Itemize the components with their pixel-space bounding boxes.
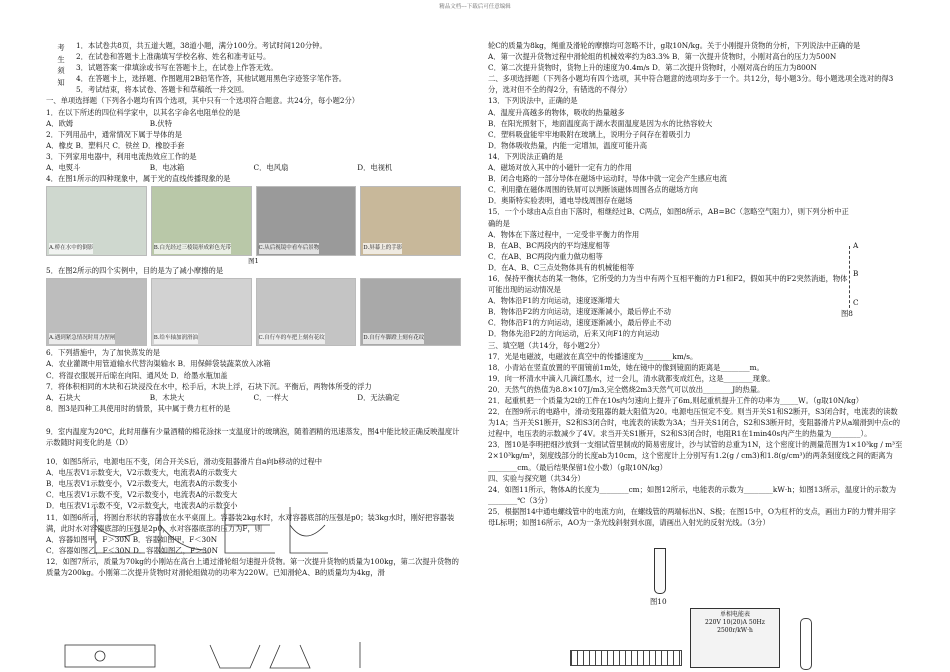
exam-notice	[46, 40, 461, 95]
notice-label: 考 生 须 知	[57, 43, 65, 87]
notice-items	[76, 40, 461, 95]
notice-item: 5．考试结束，将本试卷、答题卡和草稿纸一并交回。	[76, 85, 249, 95]
question-18: 18．小青站在竖直放置的平面镜前1m处，她在镜中的像到镜面的距离是________m。	[488, 362, 764, 372]
q13-option: C．塑料吸盘能牢牢地吸附在玻璃上，说明分子间存在着吸引力	[488, 129, 691, 139]
temperature-graphs	[90, 505, 330, 557]
question-24: 24．如图11所示，物体A的长度为________cm；如图12所示，电能表的示数为________kW·h；如图13所示，温度计的示数为________℃（3分）	[488, 484, 897, 505]
notice-item: 3．试题答案一律填涂或书写在答题卡上，在试卷上作答无效。	[76, 63, 278, 73]
question-20: 20．天然气的热值为8.8×107J/m3,完全燃烧2m3天然气可以放出________J的热量。	[488, 384, 765, 394]
photo-mirror: C.从后视镜中看车后景物	[256, 186, 357, 256]
q10-option: C．电压表V1示数不变，V2示数变小，电流表A的示数变大	[46, 490, 238, 500]
ruler-figure	[570, 650, 682, 666]
question-4: 4．在图1所示的四种现象中，属于光的直线传播现象的是	[46, 174, 231, 184]
question-1: 1．在以下所述的四位科学家中，以其名字命名电阻单位的是	[46, 107, 241, 117]
question-14: 14．下列说法正确的是	[488, 151, 563, 161]
q16-option: B．物体沿F2的方向运动，速度逐渐减小，最后停止不动	[488, 307, 671, 317]
figure-8: A B C 图8	[841, 241, 859, 318]
q12-option: C．第二次提升货物时，货物上升的速度为0.4m/s D．第二次提升货物时，小刚对高台的压力为800N	[488, 63, 817, 73]
photo-pedal: D.自行车脚蹬上刻有花纹	[360, 278, 461, 346]
q11-option: C．容器如图乙，F＜30N D．容器如图乙，F＞30N	[46, 545, 218, 555]
q15-option: A．物体在下落过程中，一定受非平衡力的作用	[488, 229, 640, 239]
question-6: 6．下列措施中，为了加快蒸发的是	[46, 348, 161, 358]
circuit-figure	[60, 640, 390, 670]
question-11: 11．如图6所示，将圆台形状的容器放在水平桌面上。容器装2kg水时，水对容器底部的压强是p0；装3kg水时，刚好把容器装满，此时水对容器底部的压强是2p0，水对容器底部的压力为F，则	[46, 512, 455, 533]
photo-bridge: A.桥在水中的倒影	[46, 186, 147, 256]
notice-item: 4．在答题卡上，选择题、作图题用2B铅笔作答，其他试题用黑色字迹签字笔作答。	[76, 74, 347, 84]
question-12: 12．如图7所示，质量为70kg的小刚站在高台上通过滑轮组匀速提升货物。第一次提升货物的质量为100kg，第二次提升货物的质量为200kg。小刚第二次提升货物时对滑轮组做功的功率为220W。已知滑轮A、B的质量均为4kg，滑	[46, 556, 459, 577]
q6-options: A．农业灌溉中用管道输水代替沟渠输水 B．用保鲜袋装蔬菜放入冰箱	[46, 359, 271, 369]
question-23: 23．图10是李明把细沙放到一支细试管里制成的简易密度计，沙与试管的总重为1N，这个密度计的测量范围为1×10³kg / m³至2×10³kg/m³，刻度线部分的长度ab为10cm，这个密度计上分别写有1.2(g / cm3)和1.8(g/cm³)的两条刻度线之间的距离为________cm。（最后结果保留1位小数）（g取10N/kg）	[488, 440, 903, 472]
notice-item: 1．本试卷共8页，共五道大题，38道小题，满分100分。考试时间120分钟。	[76, 41, 327, 50]
photo-handlebar: C.自行车的车把上刻有花纹	[256, 278, 357, 346]
figure-10: 图10	[640, 548, 680, 608]
q2-options: A．橡皮 B．塑料尺 C．铁丝 D．橡胶手套	[46, 140, 185, 150]
q16-option: C．物体沿F1的方向运动，速度逐渐减小，最后停止不动	[488, 318, 672, 328]
q13-option: D．物体吸收热量，内能一定增加，温度可能升高	[488, 140, 648, 150]
question-7: 7．将体积相同的木块和石块浸没在水中，松手后，木块上浮，石块下沉。平衡后，两物体所受的浮力	[46, 381, 372, 391]
thermometer-figure	[800, 618, 812, 670]
q11-option: A．容器如图甲，F＞30N B．容器如图甲，F＜30N	[46, 534, 218, 544]
q10-option: D．电压表V1示数不变，V2示数变大，电流表A的示数变小	[46, 501, 238, 511]
question-8: 8．图3是四种工具使用时的情景，其中属于费力杠杆的是	[46, 403, 231, 413]
question-3: 3．下列家用电器中，利用电流热效应工作的是	[46, 151, 197, 161]
document-header: 精品文档---下载后可任意编辑	[439, 4, 511, 10]
question-10: 10．如图5所示，电源电压不变，闭合开关S后，滑动变阻器滑片自a向b移动的过程中	[46, 457, 323, 467]
figure-caption: 图1	[248, 257, 259, 266]
right-column	[488, 40, 903, 528]
q1-options: A．欧姆 B.伏特	[46, 118, 173, 128]
q10-option: B．电压表V1示数变小，V2示数变大，电流表A的示数变小	[46, 479, 237, 489]
section-title: 一、单项选择题（下列各小题均有四个选项，其中只有一个选项符合题意。共24分，每小题2分）	[46, 96, 360, 106]
q15-option: B．在AB、BC两段内的平均速度相等	[488, 240, 610, 250]
question-17: 17．光是电磁波，电磁波在真空中的传播速度为________km/s。	[488, 351, 698, 361]
question-22: 22．在图9所示的电路中，滑动变阻器的最大阻值为20。电源电压恒定不变。则当开关S1和S2断开，S3闭合时，电流表的读数为1A；当开关S1断开，S2和S3闭合时，电流表的读数为3A；当开关S1闭合，S2和S3断开时，变阻器滑片P从a端滑到中点c的过程中，电压表的示数减少了4V。求当开关S1断开，S2和S3闭合时，电阻R1在1min40s内产生的热量为________）。	[488, 407, 901, 439]
question-16: 16．保持平衡状态的某一物体，它所受的力为当中有两个互相平衡的力F1和F2，假如其中的F2突然消逝，物体可能出现的运动情况是	[488, 273, 848, 295]
question-9: 9．室内温度为20℃，此时用蘸有少量酒精的棉花涂抹一支温度计的玻璃泡，随着酒精的迅速蒸发，图4中能比较正确反映温度计示数随时间变化的是（D）	[46, 426, 460, 447]
question-19: 19．向一杯清水中滴入几滴红墨水，过一会儿，清水就都变成红色，这是________现象。	[488, 373, 775, 383]
q13-option: B．在阳光照射下，地面温度高于湖水表面温度是因为水的比热容较大	[488, 118, 713, 128]
q14-option: C．利用撒在磁体周围的铁屑可以判断该磁体周围各点的磁场方向	[488, 185, 698, 195]
q3-options: A．电熨斗 B．电冰箱 C．电风扇 D．电视机	[46, 163, 393, 173]
question-15: 15．一个小球由A点自由下落时，相继经过B、C两点，如图8所示，AB=BC（忽略空气阻力），则下列分析中正确的是	[488, 207, 849, 228]
q12-continued: 轮C的质量为8kg，绳重及滑轮的摩擦均可忽略不计，g取10N/kg。关于小刚提升货物的分析，下列说法中正确的是	[488, 41, 861, 50]
question-21: 21．起重机把一个质量为2t的工件在10s内匀速向上提升了6m,则起重机提升工件的功率为_____W。（g取10N/kg）	[488, 396, 864, 405]
photo-wheel: B.给车轴加润滑油	[151, 278, 252, 346]
q16-option: D．物体先沿F2的方向运动，后来又向F1的方向运动	[488, 329, 660, 339]
q14-option: A．磁场对放入其中的小磁针一定有力的作用	[488, 163, 632, 173]
q12-option: A．第一次提升货物过程中滑轮组的机械效率约为83.3% B．第一次提升货物时，小刚对高台的压力为500N	[488, 52, 837, 62]
section-title: 四、实验与探究题（共34分）	[488, 473, 585, 483]
question-2: 2．下列用品中，通常情况下属于导体的是	[46, 129, 182, 139]
photo-shadow: D.屏幕上的手影	[360, 186, 461, 256]
q13-option: A．温度升高越多的物体，吸收的热量越多	[488, 107, 625, 117]
figure-1	[46, 186, 461, 256]
figure-2	[46, 278, 461, 346]
left-column	[46, 40, 461, 578]
q10-option: A．电压表V1示数变大，V2示数变大，电流表A的示数变大	[46, 468, 237, 478]
section-title: 二、多项选择题（下列各小题均有四个选项，其中符合题意的选项均多于一个。共12分，每小题3分。每小题选项全选对的得3分，选对但不全的得2分，有错选的不得分）	[488, 74, 894, 95]
energy-meter: 单相电能表 220V 10(20)A 50Hz 2500r/kW·h	[690, 608, 780, 668]
question-5: 5．在图2所示的四个实例中，目的是为了减小摩擦的是	[46, 266, 224, 276]
question-13: 13．下列说法中，正确的是	[488, 96, 578, 106]
question-25: 25．根据图14中通电螺线管中的电流方向，在螺线管的两端标出N、S极；在图15中，O为杠杆的支点，画出力F的力臂并用字母L标明；如图16所示，AO为一条光线斜射到水面，请画出入射光的反射光线。（3分）	[488, 506, 896, 528]
q15-option: C．在AB、BC两段内重力做功相等	[488, 251, 603, 261]
q6-options: C．将湿衣服展开后晾在向阳、通风处 D．给墨水瓶加盖	[46, 370, 228, 380]
photo-prism: B.白光经过三棱镜形成彩色光带	[151, 186, 252, 256]
q16-option: A．物体沿F1的方向运动，速度逐渐增大	[488, 296, 620, 306]
notice-item: 2．在试卷和答题卡上准确填写学校名称、姓名和准考证号。	[76, 52, 271, 62]
q14-option: D．奥斯特实验表明，通电导线周围存在磁场	[488, 196, 633, 206]
q15-option: D．在A、B、C三点处物体具有的机械能相等	[488, 262, 635, 272]
q7-options: A．石块大 B．木块大 C．一样大 D．无法确定	[46, 392, 400, 402]
q14-option: B．闭合电路的一部分导体在磁场中运动时，导体中就一定会产生感应电流	[488, 174, 727, 184]
photo-brake: A.遇到紧急情况时用力捏闸	[46, 278, 147, 346]
section-title: 三、填空题（共14分，每小题2分）	[488, 340, 605, 350]
